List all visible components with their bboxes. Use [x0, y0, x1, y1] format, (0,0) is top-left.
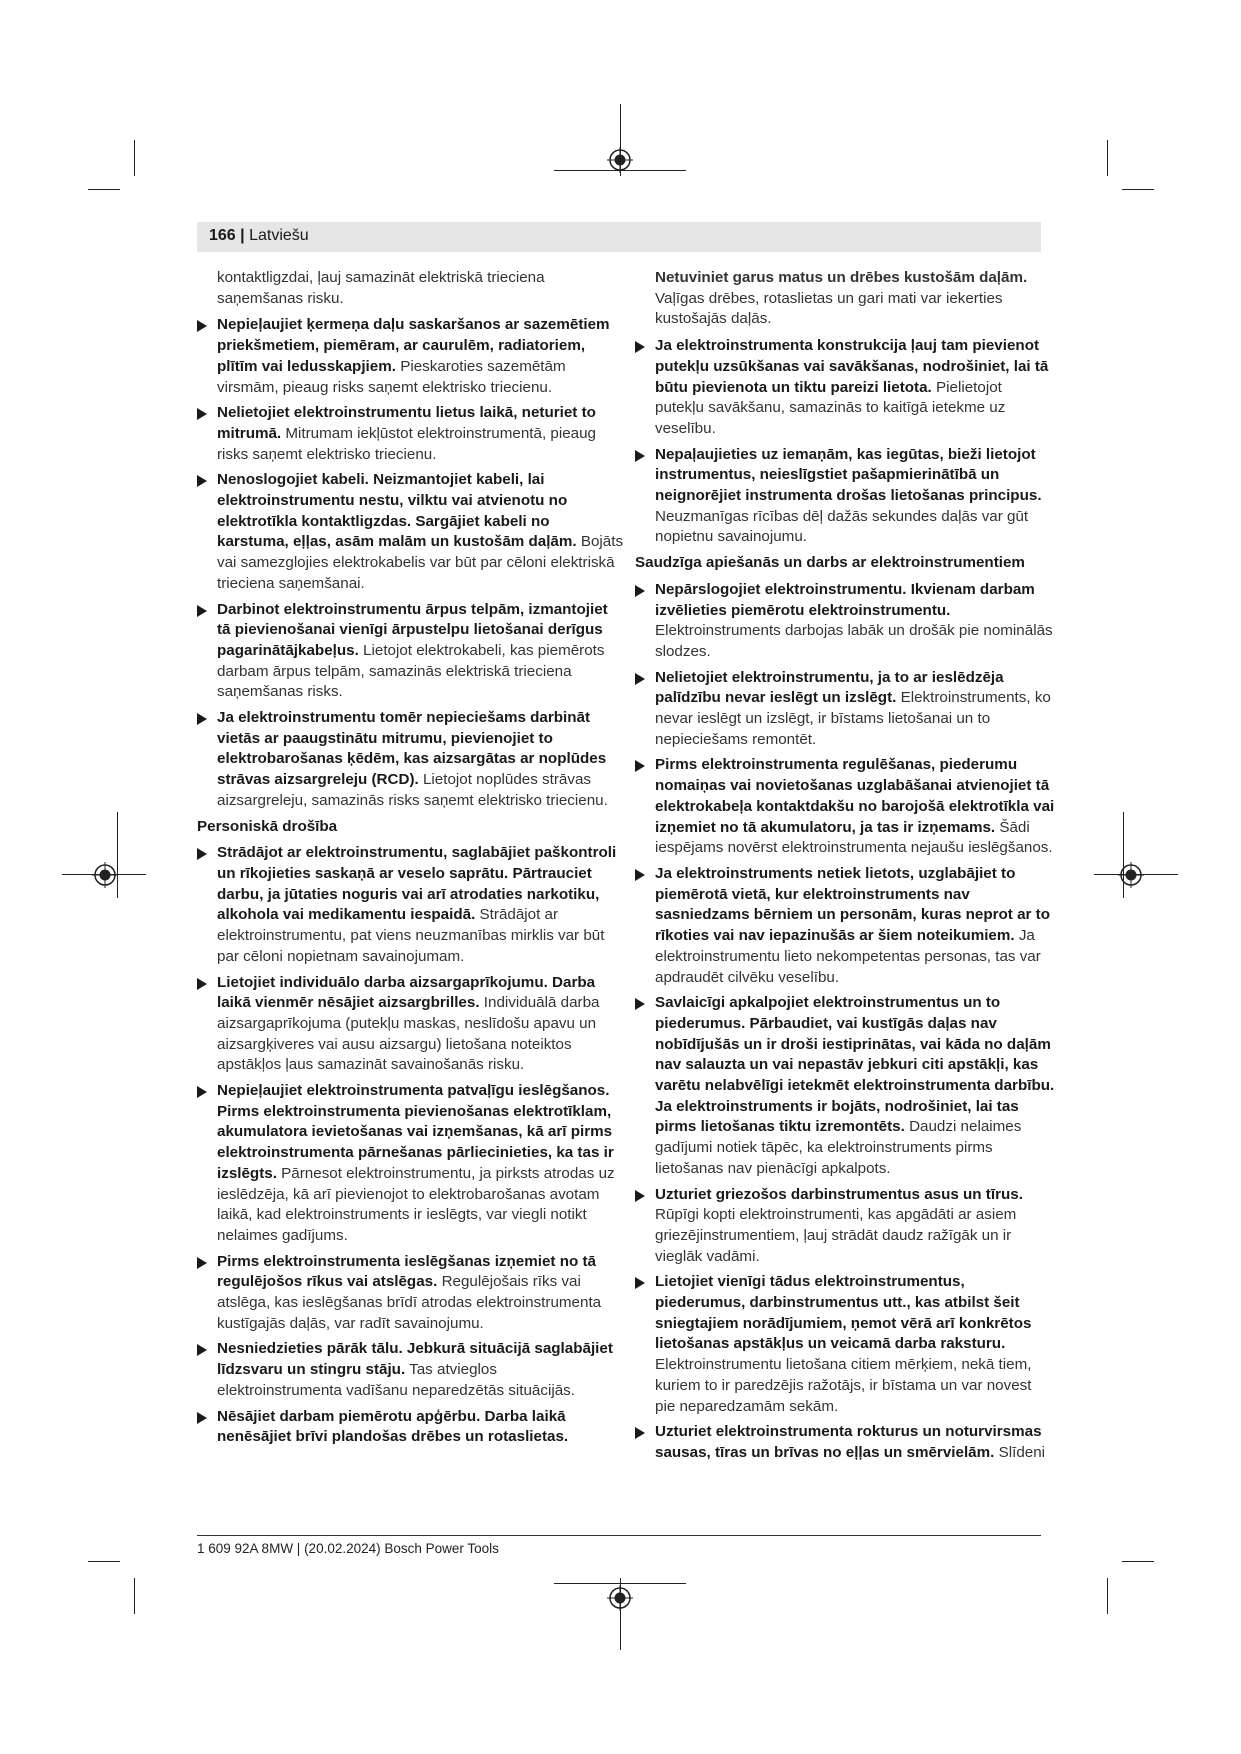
safety-instruction-item [217, 1081, 625, 1247]
instruction-bold-text: Darbinot elektroinstrumentu ārpus telpām, izmantojiet tā pievienošanai vienīgi ārpustelpu lietošanai derīgus pagarinātājkabeļus. [217, 600, 608, 659]
bullet-triangle-icon [635, 998, 645, 1010]
instruction-normal-text: Strādājot ar elektroinstrumentu, pat viens neuzmanības mirklis var būt par cēloni nopietnam savainojumam. [217, 906, 605, 965]
page-number: 166 [209, 227, 236, 244]
instruction-bold-text: Pirms elektroinstrumenta ieslēgšanas izņemiet no tā regulējošos rīkus vai atslēgas. [217, 1252, 596, 1291]
instruction-bold-text: Uzturiet griezošos darbinstrumentus asus un tīrus. [655, 1185, 1023, 1203]
safety-instruction-item [655, 445, 1055, 549]
safety-instruction-item [217, 403, 625, 465]
instruction-bold-text: Nelietojiet elektroinstrumentu, ja to ar ieslēdzēja palīdzību nevar ieslēgt un izslēgt. [655, 668, 1004, 707]
instruction-normal-text: Pieskaroties sazemētām virsmām, pieaug risks saņemt elektrisko triecienu. [217, 357, 566, 396]
safety-instruction-item [217, 973, 625, 1077]
registration-mark-top-icon [607, 147, 633, 173]
instruction-normal-text: Šādi iespējams novērst elektroinstrumenta nejaušu ieslēgšanos. [655, 818, 1053, 857]
bullet-triangle-icon [197, 848, 207, 860]
instruction-normal-text: Elektroinstruments, ko nevar ieslēgt un izslēgt, ir bīstams lietošanai un to nepieciešams remontēt. [655, 689, 1051, 748]
left-column [197, 268, 625, 1453]
crop-mark-top-right-v [1107, 140, 1108, 176]
instruction-normal-text: Elektroinstrumentu lietošana citiem mērķiem, nekā tiem, kuriem to ir paredzējis ražotājs, ir bīstama un var novest pie neparedzamām sekām. [655, 1356, 1032, 1415]
instruction-normal-text: Slīdeni [998, 1443, 1046, 1461]
safety-instruction-item [217, 843, 625, 967]
instruction-bold-text: Uzturiet elektroinstrumenta rokturus un noturvirsmas sausas, tīras un brīvas no eļļas un smērvielām. [655, 1423, 1042, 1461]
bullet-triangle-icon [197, 475, 207, 487]
bullet-triangle-icon [197, 1086, 207, 1098]
instruction-normal-text: Pārnesot elektroinstrumentu, ja pirksts atrodas uz ieslēdzēja, kā arī pievienojot to elektrobarošanas avotam laikā, kad elektroinstruments ir ieslēgts, var viegli notikt nelaimes gadījums. [217, 1164, 615, 1244]
bullet-triangle-icon [197, 1412, 207, 1424]
section-heading-personal-safety: Personiskā drošība [197, 817, 338, 835]
instruction-bold-text: Nesniedzieties pārāk tālu. Jebkurā situācijā saglabājiet līdzsvaru un stingru stāju. [217, 1340, 613, 1379]
safety-instruction-item [655, 1272, 1055, 1417]
footer-text: 1 609 92A 8MW | (20.02.2024) Bosch Power Tools [197, 1541, 499, 1556]
instruction-normal-text: Lietojot elektrokabeli, kas piemērots darbam ārpus telpām, samazinās elektriskā trieciena saņemšanas risks. [217, 641, 605, 701]
registration-mark-left-icon [92, 862, 118, 888]
instruction-bold-text: Nepieļaujiet ķermeņa daļu saskaršanos ar sazemētiem priekšmetiem, piemēram, ar caurulēm, radiatoriem, plītīm vai ledusskapjiem. [217, 316, 610, 375]
bullet-triangle-icon [635, 869, 645, 881]
instruction-bold-text: Ja elektroinstrumentu tomēr nepieciešams darbināt vietās ar paaugstinātu mitrumu, pievienojiet to elektrobarošanas ķēdēm, kas aizsargātas ar noplūdes strāvas aizsargreleju (RCD). [217, 709, 607, 789]
instruction-bold-text: Lietojiet vienīgi tādus elektroinstrumentus, piederumus, darbinstrumentus utt., kas atbilst šeit sniegtajiem norādījumiem, ņemot vērā arī konkrētos lietošanas apstākļus un veicamā darba raksturu. [655, 1273, 1032, 1353]
safety-instruction-item [217, 1252, 625, 1335]
crop-mark-bottom-right-v [1107, 1578, 1108, 1614]
right-continuation [655, 268, 1055, 330]
bullet-triangle-icon [197, 605, 207, 617]
instruction-normal-text: Lietojot noplūdes strāvas aizsargreleju, samazinās risks saņemt elektrisko triecienu. [217, 771, 608, 809]
left-item-list-1 [217, 315, 625, 811]
registration-mark-right-icon [1118, 862, 1144, 888]
bullet-triangle-icon [197, 1344, 207, 1356]
safety-instruction-item [217, 1339, 625, 1401]
safety-instruction-item [655, 336, 1055, 440]
instruction-normal-text: Daudzi nelaimes gadījumi notiek tāpēc, ka elektroinstruments pirms lietošanas nav pienācīgi apkalpots. [655, 1118, 1022, 1177]
safety-instruction-item [655, 864, 1055, 988]
instruction-bold-text: Ja elektroinstrumenta konstrukcija ļauj tam pievienot putekļu uzsūkšanas vai savākšanas, nodrošiniet, lai tā būtu pievienota un tiktu pareizi lietota. [655, 337, 1049, 396]
bullet-triangle-icon [635, 450, 645, 462]
instruction-normal-text: Mitrumam iekļūstot elektroinstrumentā, pieaug risks saņemt elektrisko triecienu. [217, 424, 597, 463]
instruction-normal-text: Individuālā darba aizsargaprīkojuma (putekļu maskas, neslīdošu apavu un aizsargķiveres vai ausu aizsargu) lietošana noteiktos apstākļos ļaus samazināt savainošanās risku. [217, 994, 600, 1074]
instruction-normal-text: Tas atvieglos elektroinstrumenta vadīšanu neparedzētās situācijās. [217, 1361, 575, 1399]
instruction-normal-text: Ja elektroinstrumentu lieto nekompetentas personas, tas var apdraudēt cilvēku veselību. [655, 927, 1041, 986]
section-heading-tool-use: Saudzīga apiešanās un darbs ar elektroinstrumentiem [635, 554, 1025, 572]
safety-instruction-item [655, 668, 1055, 751]
safety-instruction-item [655, 580, 1055, 663]
instruction-normal-text: Elektroinstruments darbojas labāk un drošāk pie nominālās slodzes. [655, 622, 1053, 660]
bullet-triangle-icon [197, 320, 207, 332]
instruction-normal-text: Neuzmanīgas rīcības dēļ dažās sekundes daļās var gūt nopietnu savainojumu. [655, 507, 1029, 546]
left-item-list-2 [217, 843, 625, 1448]
bullet-triangle-icon [635, 585, 645, 597]
safety-instruction-item [655, 755, 1055, 859]
right-item-list-2 [655, 580, 1055, 1464]
crop-mark-top-left-h [88, 189, 120, 190]
instruction-bold-text: Strādājot ar elektroinstrumentu, saglabājiet paškontroli un rīkojieties saskaņā ar veselo saprātu. Pārtrauciet darbu, ja jūtaties noguris vai arī atrodaties narkotiku, alkohola vai medikamentu iespaidā. [217, 844, 617, 924]
instruction-bold-text: Lietojiet individuālo darba aizsargaprīkojumu. Darba laikā vienmēr nēsājiet aizsargbrilles. [217, 973, 596, 1012]
left-continuation-text: kontaktligzdai, ļauj samazināt elektriskā trieciena saņemšanas risku. [217, 269, 545, 307]
crop-mark-top-right-h [1122, 189, 1154, 190]
right-continuation-bold: Netuviniet garus matus un drēbes kustošām daļām. [655, 269, 1028, 286]
page-header [197, 222, 1041, 252]
crop-mark-top-left-v [134, 140, 135, 176]
crop-mark-bottom-left-h [88, 1561, 120, 1562]
bullet-triangle-icon [635, 760, 645, 772]
instruction-bold-text: Nenoslogojiet kabeli. Neizmantojiet kabeli, lai elektroinstrumentu nestu, vilktu vai atvienotu no elektrotīkla kontaktligzdas. Sargājiet kabeli no karstuma, eļļas, asām malām un kustošām daļām. [217, 471, 577, 551]
instruction-normal-text: Bojāts vai samezglojies elektrokabelis var būt par cēloni elektriskā trieciena saņemšanai. [217, 533, 624, 592]
instruction-normal-text: Pielietojot putekļu savākšanu, samazinās to kaitīgā ietekme uz veselību. [655, 378, 1006, 437]
instruction-bold-text: Nepaļaujieties uz iemaņām, kas iegūtas, bieži lietojot instrumentus, neieslīgstiet pašapmierinātībā un neignorējiet instrumenta drošas lietošanas principus. [655, 445, 1042, 505]
safety-instruction-item [217, 315, 625, 398]
bullet-triangle-icon [635, 1190, 645, 1202]
safety-instruction-item [655, 993, 1055, 1179]
safety-instruction-item [217, 1407, 625, 1448]
bullet-triangle-icon [197, 978, 207, 990]
safety-instruction-item [655, 1185, 1055, 1268]
instruction-bold-text: Nepārslogojiet elektroinstrumentu. Ikvienam darbam izvēlieties piemērotu elektroinstrumentu. [655, 580, 1035, 619]
safety-instruction-item [217, 708, 625, 812]
instruction-normal-text: Rūpīgi kopti elektroinstrumenti, kas apgādāti ar asiem griezējinstrumentiem, ļauj strādāt daudz ražīgāk un ir vieglāk vadāmi. [655, 1206, 1017, 1265]
bullet-triangle-icon [635, 1277, 645, 1289]
bullet-triangle-icon [197, 713, 207, 725]
bullet-triangle-icon [635, 1427, 645, 1439]
instruction-normal-text: Regulējošais rīks vai atslēga, kas ieslēgšanas brīdī atrodas elektroinstrumenta kustīgajās daļās, var radīt savainojumu. [217, 1273, 602, 1332]
page-number-block: 166 | Latviešu [209, 227, 309, 244]
page-footer [197, 1535, 1041, 1556]
crop-mark-bottom-right-h [1122, 1561, 1154, 1562]
bullet-triangle-icon [635, 341, 645, 353]
safety-instruction-item [217, 470, 625, 594]
safety-instruction-item [217, 600, 625, 704]
instruction-bold-text: Ja elektroinstruments netiek lietots, uzglabājiet to piemērotā vietā, kur elektroinstruments nav sasniedzams bērniem un personām, kuras neprot ar to rīkoties vai nav iepazinušās ar šiem noteikumiem. [655, 864, 1050, 945]
bullet-triangle-icon [197, 408, 207, 420]
safety-instruction-item [655, 1422, 1055, 1463]
right-continuation-normal: Vaļīgas drēbes, rotaslietas un gari mati var iekerties kustošajās daļās. [655, 289, 1003, 328]
instruction-bold-text: Pirms elektroinstrumenta regulēšanas, piederumu nomaiņas vai novietošanas uzglabāšanai atvienojiet tā elektrokabeļa kontaktdakšu no barojošā elektrotīkla vai izņemiet no tā akumulatoru, ja tas ir izņemams. [655, 756, 1055, 836]
right-column [635, 268, 1055, 1469]
bullet-triangle-icon [197, 1257, 207, 1269]
bullet-triangle-icon [635, 673, 645, 685]
instruction-bold-text: Nelietojiet elektroinstrumentu lietus laikā, neturiet to mitrumā. [217, 404, 596, 442]
instruction-bold-text: Nēsājiet darbam piemērotu apģērbu. Darba laikā nenēsājiet brīvi plandošas drēbes un rotaslietas. [217, 1407, 569, 1446]
crop-mark-bottom-left-v [134, 1578, 135, 1614]
instruction-bold-text: Nepieļaujiet elektroinstrumenta patvaļīgu ieslēgšanos. Pirms elektroinstrumenta pievienošanas elektrotīklam, akumulatora ievietošanas vai izņemšanas, kā arī pirms elektroinstrumenta pārnešanas pārliecinieties, ka tas ir izslēgts. [217, 1082, 614, 1182]
page-language: Latviešu [249, 227, 309, 244]
reg-line-bottom-h [554, 1583, 686, 1584]
registration-mark-bottom-icon [607, 1585, 633, 1611]
instruction-bold-text: Savlaicīgi apkalpojiet elektroinstrumentus un to piederumus. Pārbaudiet, vai kustīgās daļas nav nobīdījušās un ir droši iestiprinātas, vai kāda no daļām nav salauzta un vai nepastāv jebkuri citi apstākļi, kas varētu nelabvēlīgi ietekmēt elektroinstrumenta darbību. Ja elektroinstruments ir bojāts, nodrošiniet, lai tas pirms lietošanas tiktu izremontēts. [655, 994, 1055, 1136]
right-item-list-1 [655, 336, 1055, 548]
